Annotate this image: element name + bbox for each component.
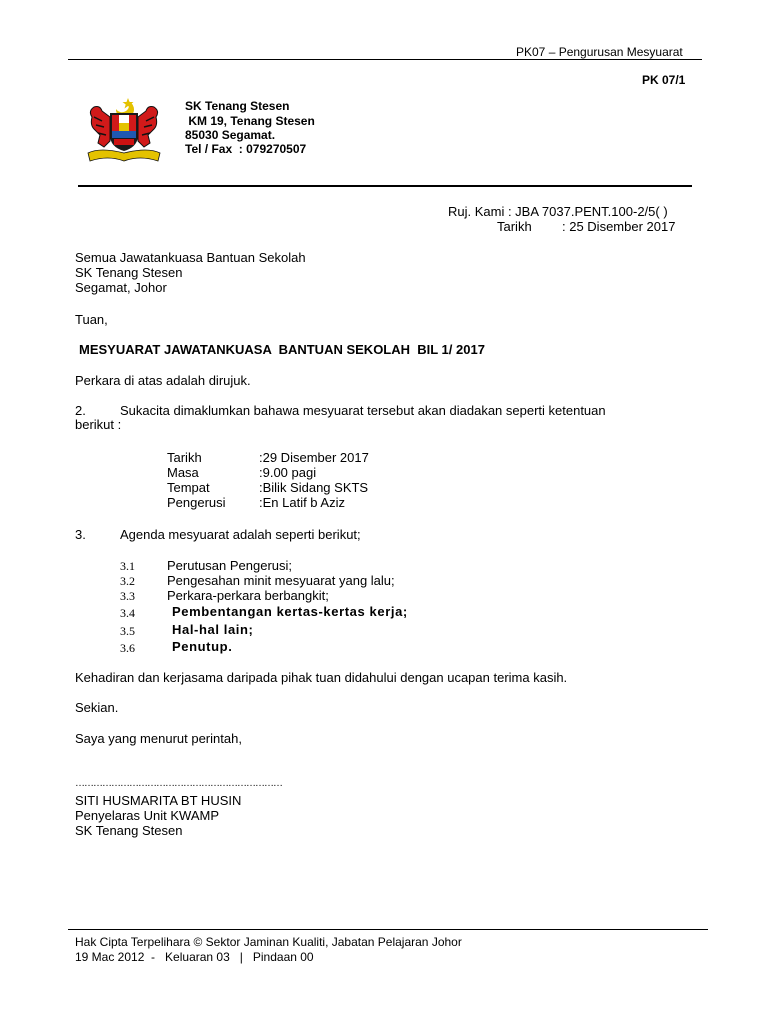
signatory-school: SK Tenang Stesen (75, 823, 183, 838)
school-name: SK Tenang Stesen (185, 99, 290, 113)
detail-label: Tempat (167, 480, 210, 495)
recipient-line1: Semua Jawatankuasa Bantuan Sekolah (75, 250, 306, 265)
date-value: : 25 Disember 2017 (562, 219, 676, 234)
agenda-item: Pengesahan minit mesyuarat yang lalu; (167, 573, 395, 588)
footer-copyright: Hak Cipta Terpelihara © Sektor Jaminan Kualiti, Jabatan Pelajaran Johor (75, 935, 462, 949)
agenda-number: 3.6 (120, 641, 135, 655)
footer-rule (68, 929, 708, 930)
agenda-item: Pembentangan kertas-kertas kerja; (172, 604, 408, 619)
agenda-item: Perkara-perkara berbangkit; (167, 588, 329, 603)
school-telfax: Tel / Fax : 079270507 (185, 142, 307, 156)
signatory-position: Penyelaras Unit KWAMP (75, 808, 220, 823)
paragraph-2-continuation: berikut : (75, 417, 122, 432)
detail-value: :Bilik Sidang SKTS (259, 480, 369, 495)
agenda-number: 3.2 (120, 574, 135, 588)
paragraph-1: Perkara di atas adalah dirujuk. (75, 373, 251, 388)
closing-paragraph: Kehadiran dan kerjasama daripada pihak tuan didahului dengan ucapan terima kasih. (75, 670, 568, 685)
subject-heading: MESYUARAT JAWATANKUASA BANTUAN SEKOLAH BIL 1/ 2017 (79, 342, 485, 357)
form-code: PK 07/1 (642, 73, 686, 87)
running-title: PK07 – Pengurusan Mesyuarat (516, 45, 683, 59)
detail-value: :En Latif b Aziz (259, 495, 345, 510)
agenda-number: 3.4 (120, 606, 135, 620)
agenda-number: 3.5 (120, 624, 135, 638)
recipient-line2: SK Tenang Stesen (75, 265, 183, 280)
agenda-item: Penutup. (172, 639, 233, 654)
paragraph-2-text: Sukacita dimaklumkan bahawa mesyuarat tersebut akan diadakan seperti ketentuan (120, 403, 606, 418)
sekian: Sekian. (75, 700, 119, 715)
detail-label: Pengerusi (167, 495, 226, 510)
agenda-item: Perutusan Pengerusi; (167, 558, 293, 573)
paragraph-2-number: 2. (75, 403, 86, 418)
detail-label: Masa (167, 465, 199, 480)
school-address-line2: 85030 Segamat. (185, 128, 276, 142)
paragraph-3-text: Agenda mesyuarat adalah seperti berikut; (120, 527, 361, 542)
recipient-line3: Segamat, Johor (75, 280, 167, 295)
reference-number: Ruj. Kami : JBA 7037.PENT.100-2/5( ) (448, 204, 668, 219)
salutation: Tuan, (75, 312, 108, 327)
footer-revision: 19 Mac 2012 - Keluaran 03 | Pindaan 00 (75, 950, 314, 964)
school-address-line1: KM 19, Tenang Stesen (185, 114, 315, 128)
paragraph-3-number: 3. (75, 527, 86, 542)
agenda-number: 3.3 (120, 589, 135, 603)
detail-value: :9.00 pagi (259, 465, 317, 480)
date-label: Tarikh (497, 219, 532, 234)
sign-off: Saya yang menurut perintah, (75, 731, 242, 746)
agenda-number: 3.1 (120, 559, 135, 573)
agenda-item: Hal-hal lain; (172, 622, 254, 637)
coat-of-arms-logo (80, 95, 168, 165)
detail-label: Tarikh (167, 450, 202, 465)
signature-line: …………………………………………………………… (75, 778, 282, 789)
signatory-name: SITI HUSMARITA BT HUSIN (75, 793, 242, 808)
detail-value: :29 Disember 2017 (259, 450, 369, 465)
letterhead-rule (78, 185, 692, 187)
header-rule (68, 59, 702, 60)
